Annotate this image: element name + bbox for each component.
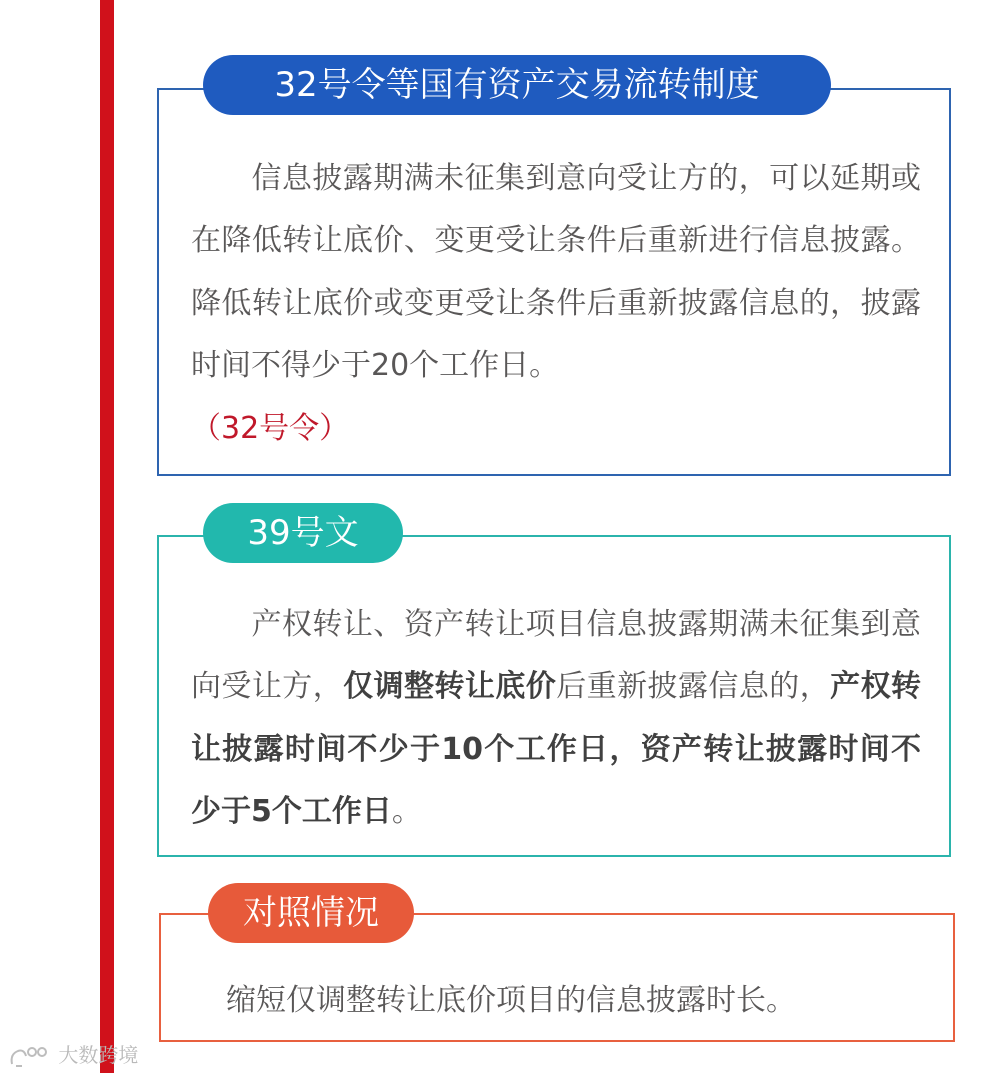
comparison-title: 对照情况 (208, 883, 414, 943)
watermark-logo-icon (8, 1044, 52, 1070)
section-39-doc-text-3: 。 (391, 794, 422, 830)
comparison-body: 缩短仅调整转让底价项目的信息披露时长。 (226, 983, 796, 1018)
watermark (8, 1040, 138, 1070)
section-39-doc-text-2: 后重新披露信息的， (556, 669, 831, 705)
section-39-doc-bold-2: 产权转让披露时间不少于10个工作日，资产转让披露时间不少于5个工作日 (191, 669, 922, 830)
section-39-doc-bold-1: 仅调整转让底价 (343, 669, 557, 705)
section-39-doc-body (191, 594, 921, 844)
left-accent-bar (100, 0, 114, 1073)
section-32-order-body (191, 148, 921, 460)
section-39-doc-text-1: 产权转让、资产转让项目信息披露期满未征集到意向受让方， (191, 607, 921, 705)
section-32-order-text: 信息披露期满未征集到意向受让方的，可以延期或在降低转让底价、变更受让条件后重新进行信息披露。降低转让底价或变更受让条件后重新披露信息的，披露时间不得少于20个工作日。 (191, 161, 921, 384)
section-32-order-title: 32号令等国有资产交易流转制度 (203, 55, 831, 115)
section-32-order-source: （32号令） (191, 410, 350, 446)
section-39-doc-title: 39号文 (203, 503, 403, 563)
watermark-text: 大数跨境 (58, 1043, 139, 1067)
